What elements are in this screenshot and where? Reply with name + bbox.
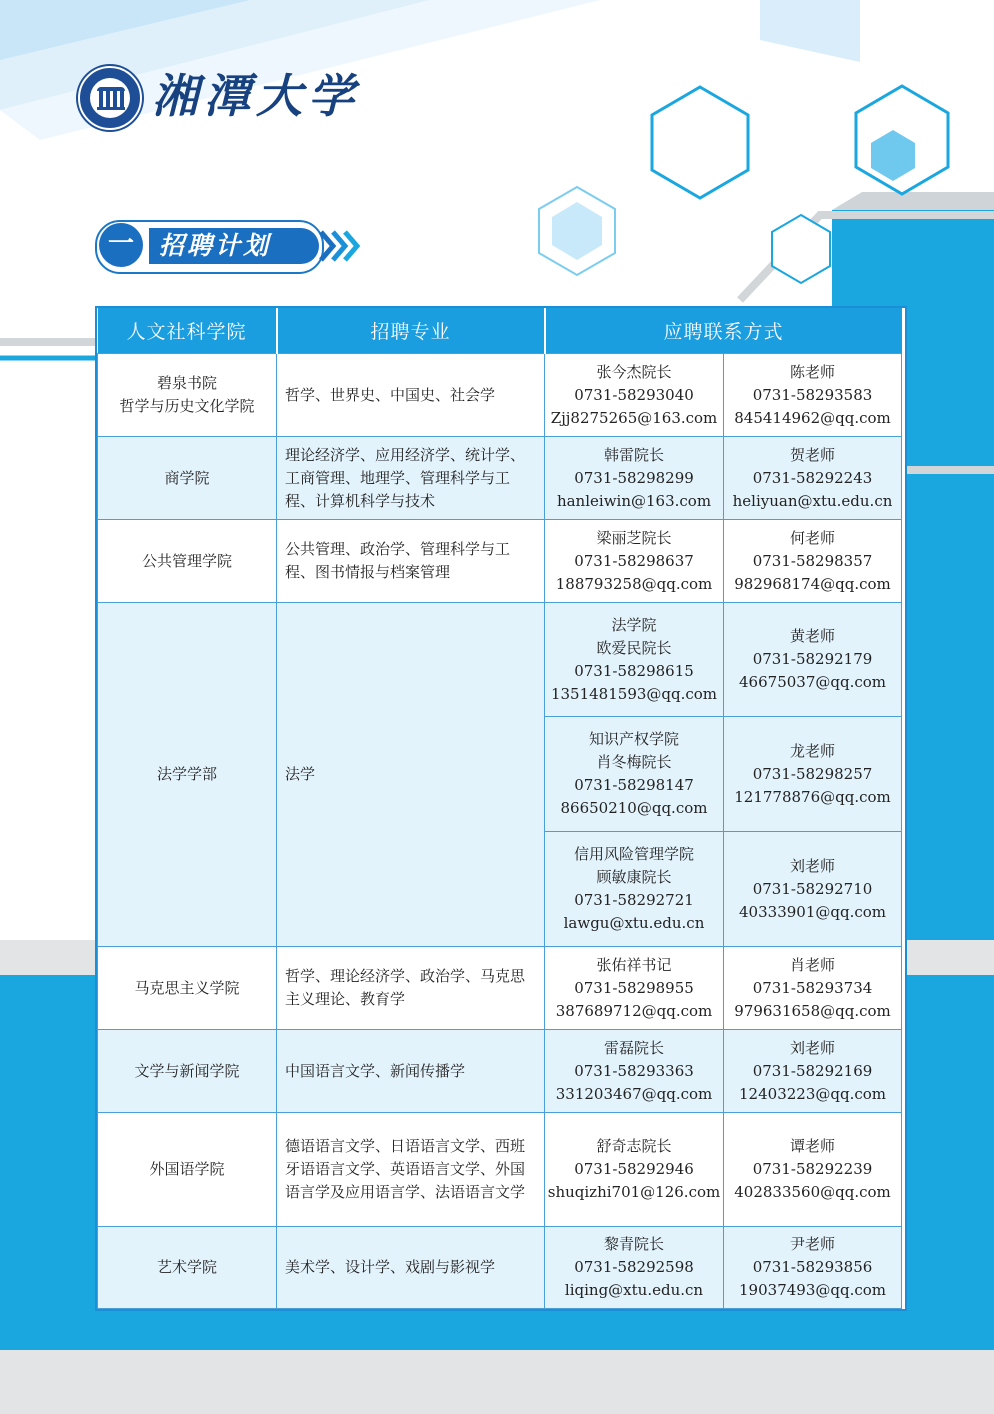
contact-phone: 0731-58292243 — [752, 468, 873, 487]
contact-secondary — [724, 603, 902, 717]
table-row — [98, 437, 902, 520]
contact-secondary — [724, 947, 902, 1030]
contact-secondary — [724, 354, 902, 437]
contact-unit: 信用风险管理学院 — [573, 845, 694, 863]
header-college: 人文社科学院 — [98, 308, 277, 354]
majors-cell: 德语语言文学、日语语言文学、西班牙语语言文学、英语语言文学、外国语言学及应用语言学、法语语言文学 — [277, 1113, 545, 1227]
table-row — [98, 1030, 902, 1113]
contact-name: 刘老师 — [790, 856, 836, 875]
college-name: 马克思主义学院 — [134, 978, 240, 997]
contact-phone: 0731-58298299 — [574, 468, 694, 487]
contact-secondary — [724, 1227, 902, 1309]
contact-primary — [545, 354, 724, 437]
college-cell — [98, 1113, 277, 1227]
contact-name: 黄老师 — [790, 627, 836, 645]
contact-phone: 0731-58292710 — [752, 879, 873, 898]
university-name: 湘潭大学 — [152, 69, 360, 123]
contact-phone: 0731-58292179 — [752, 650, 873, 668]
contact-email: hanleiwin@163.com — [556, 491, 712, 510]
contact-email: 188793258@qq.com — [555, 574, 713, 593]
decor-hexagon-filled — [871, 130, 915, 181]
contact-email: 86650210@qq.com — [560, 799, 708, 817]
section-title — [95, 220, 365, 272]
contact-email: lawgu@xtu.edu.cn — [563, 914, 705, 932]
contact-name: 顾敏康院长 — [596, 868, 672, 886]
contact-name: 舒奇志院长 — [596, 1137, 672, 1155]
recruitment-table — [95, 306, 907, 1311]
majors-cell: 中国语言文学、新闻传播学 — [277, 1030, 545, 1113]
contact-email: 845414962@qq.com — [734, 408, 891, 427]
contact-name: 张佑祥书记 — [596, 955, 672, 974]
college-cell — [98, 1227, 277, 1309]
contact-secondary — [724, 717, 902, 832]
contact-phone: 0731-58292598 — [574, 1258, 694, 1276]
contact-primary — [545, 832, 724, 947]
university-logo — [78, 66, 142, 130]
table-row — [98, 520, 902, 603]
college-name: 法学学部 — [156, 765, 217, 783]
contact-primary — [545, 437, 724, 520]
contact-name: 雷磊院长 — [603, 1038, 664, 1057]
contact-phone: 0731-58292721 — [574, 891, 694, 909]
college-name: 碧泉书院 — [156, 374, 217, 392]
contact-secondary — [724, 437, 902, 520]
contact-email: 19037493@qq.com — [739, 1281, 886, 1299]
majors-cell: 公共管理、政治学、管理科学与工程、图书情报与档案管理 — [277, 520, 545, 603]
majors-cell: 哲学、世界史、中国史、社会学 — [277, 354, 545, 437]
table-row — [98, 1113, 902, 1227]
contact-phone: 0731-58298615 — [574, 661, 694, 680]
college-name: 公共管理学院 — [141, 551, 232, 570]
contact-email: liqing@xtu.edu.cn — [564, 1281, 704, 1299]
college-name: 文学与新闻学院 — [134, 1061, 240, 1080]
contact-phone: 0731-58293583 — [752, 385, 873, 404]
contact-phone: 0731-58298637 — [574, 551, 694, 570]
contact-name: 肖冬梅院长 — [596, 753, 672, 771]
contact-email: 1351481593@qq.com — [550, 684, 718, 703]
decor-grey-line — [832, 192, 994, 210]
header-contact: 应聘联系方式 — [545, 308, 902, 354]
contact-name: 何老师 — [790, 528, 836, 547]
contact-email: 331203467@qq.com — [555, 1084, 713, 1103]
contact-email: 979631658@qq.com — [734, 1001, 891, 1020]
chevron-right-icon — [317, 226, 363, 266]
decor-block — [760, 0, 860, 62]
xiangtan-university-seal-icon — [90, 78, 130, 118]
college-cell — [98, 603, 277, 947]
contact-primary — [545, 603, 724, 717]
contact-primary — [545, 1113, 724, 1227]
contact-phone: 0731-58298357 — [752, 551, 873, 570]
college-cell — [98, 1030, 277, 1113]
contact-secondary — [724, 1113, 902, 1227]
header-majors: 招聘专业 — [277, 308, 545, 354]
contact-phone: 0731-58293363 — [574, 1061, 694, 1080]
college-cell — [98, 520, 277, 603]
contact-name: 尹老师 — [790, 1235, 836, 1253]
contact-name: 韩雷院长 — [603, 445, 664, 464]
table-row — [98, 603, 902, 717]
section-title-text: 招聘计划 — [159, 231, 272, 260]
contact-primary — [545, 1030, 724, 1113]
contact-phone: 0731-58298147 — [574, 776, 694, 794]
contact-phone: 0731-58292946 — [574, 1160, 694, 1178]
contact-name: 黎青院长 — [603, 1235, 664, 1253]
contact-email: shuqizhi701@126.com — [547, 1183, 721, 1201]
contact-email: 40333901@qq.com — [739, 902, 886, 921]
college-cell — [98, 947, 277, 1030]
majors-cell: 理论经济学、应用经济学、统计学、工商管理、地理学、管理科学与工程、计算机科学与技术 — [277, 437, 545, 520]
contact-unit: 知识产权学院 — [588, 730, 679, 748]
contact-name: 陈老师 — [790, 362, 836, 381]
college-name: 哲学与历史文化学院 — [119, 397, 255, 415]
contact-email: 402833560@qq.com — [734, 1183, 891, 1201]
college-name: 艺术学院 — [156, 1258, 217, 1276]
contact-name: 贺老师 — [790, 445, 836, 464]
contact-email: 46675037@qq.com — [739, 673, 886, 691]
contact-email: 387689712@qq.com — [555, 1001, 713, 1020]
table-row — [98, 1227, 902, 1309]
college-cell — [98, 437, 277, 520]
table-row — [98, 354, 902, 437]
contact-primary — [545, 520, 724, 603]
contact-phone: 0731-58292169 — [752, 1061, 873, 1080]
college-cell — [98, 354, 277, 437]
contact-email: 121778876@qq.com — [734, 787, 891, 806]
table-row — [98, 947, 902, 1030]
majors-cell: 哲学、理论经济学、政治学、马克思主义理论、教育学 — [277, 947, 545, 1030]
table-header-row — [98, 308, 902, 354]
decor-hexagon — [652, 87, 748, 198]
contact-secondary — [724, 520, 902, 603]
contact-name: 欧爱民院长 — [596, 638, 672, 657]
contact-name: 肖老师 — [790, 955, 836, 974]
contact-email: 12403223@qq.com — [739, 1084, 886, 1103]
contact-phone: 0731-58293734 — [752, 978, 873, 997]
decor-hexagon-filled — [552, 202, 602, 260]
contact-secondary — [724, 832, 902, 947]
majors-cell: 美术学、设计学、戏剧与影视学 — [277, 1227, 545, 1309]
contact-unit: 法学院 — [611, 615, 657, 634]
majors-cell: 法学 — [277, 603, 545, 947]
contact-name: 龙老师 — [790, 741, 836, 760]
section-number: 一 — [99, 223, 143, 267]
contact-email: Zjj8275265@163.com — [550, 408, 718, 427]
contact-secondary — [724, 1030, 902, 1113]
contact-phone: 0731-58293040 — [574, 385, 694, 404]
contact-primary — [545, 1227, 724, 1309]
contact-name: 刘老师 — [790, 1038, 836, 1057]
contact-phone: 0731-58298257 — [752, 764, 873, 783]
contact-primary — [545, 947, 724, 1030]
contact-name: 梁丽芝院长 — [596, 528, 672, 547]
contact-phone: 0731-58292239 — [752, 1160, 873, 1178]
contact-email: 982968174@qq.com — [734, 574, 891, 593]
contact-email: heliyuan@xtu.edu.cn — [732, 491, 893, 510]
decor-hexagon — [772, 215, 830, 283]
college-name: 外国语学院 — [149, 1160, 225, 1178]
college-name: 商学院 — [164, 468, 210, 487]
contact-primary — [545, 717, 724, 832]
contact-phone: 0731-58298955 — [574, 978, 694, 997]
contact-name: 谭老师 — [790, 1137, 836, 1155]
contact-phone: 0731-58293856 — [752, 1258, 873, 1276]
contact-name: 张今杰院长 — [596, 362, 672, 381]
